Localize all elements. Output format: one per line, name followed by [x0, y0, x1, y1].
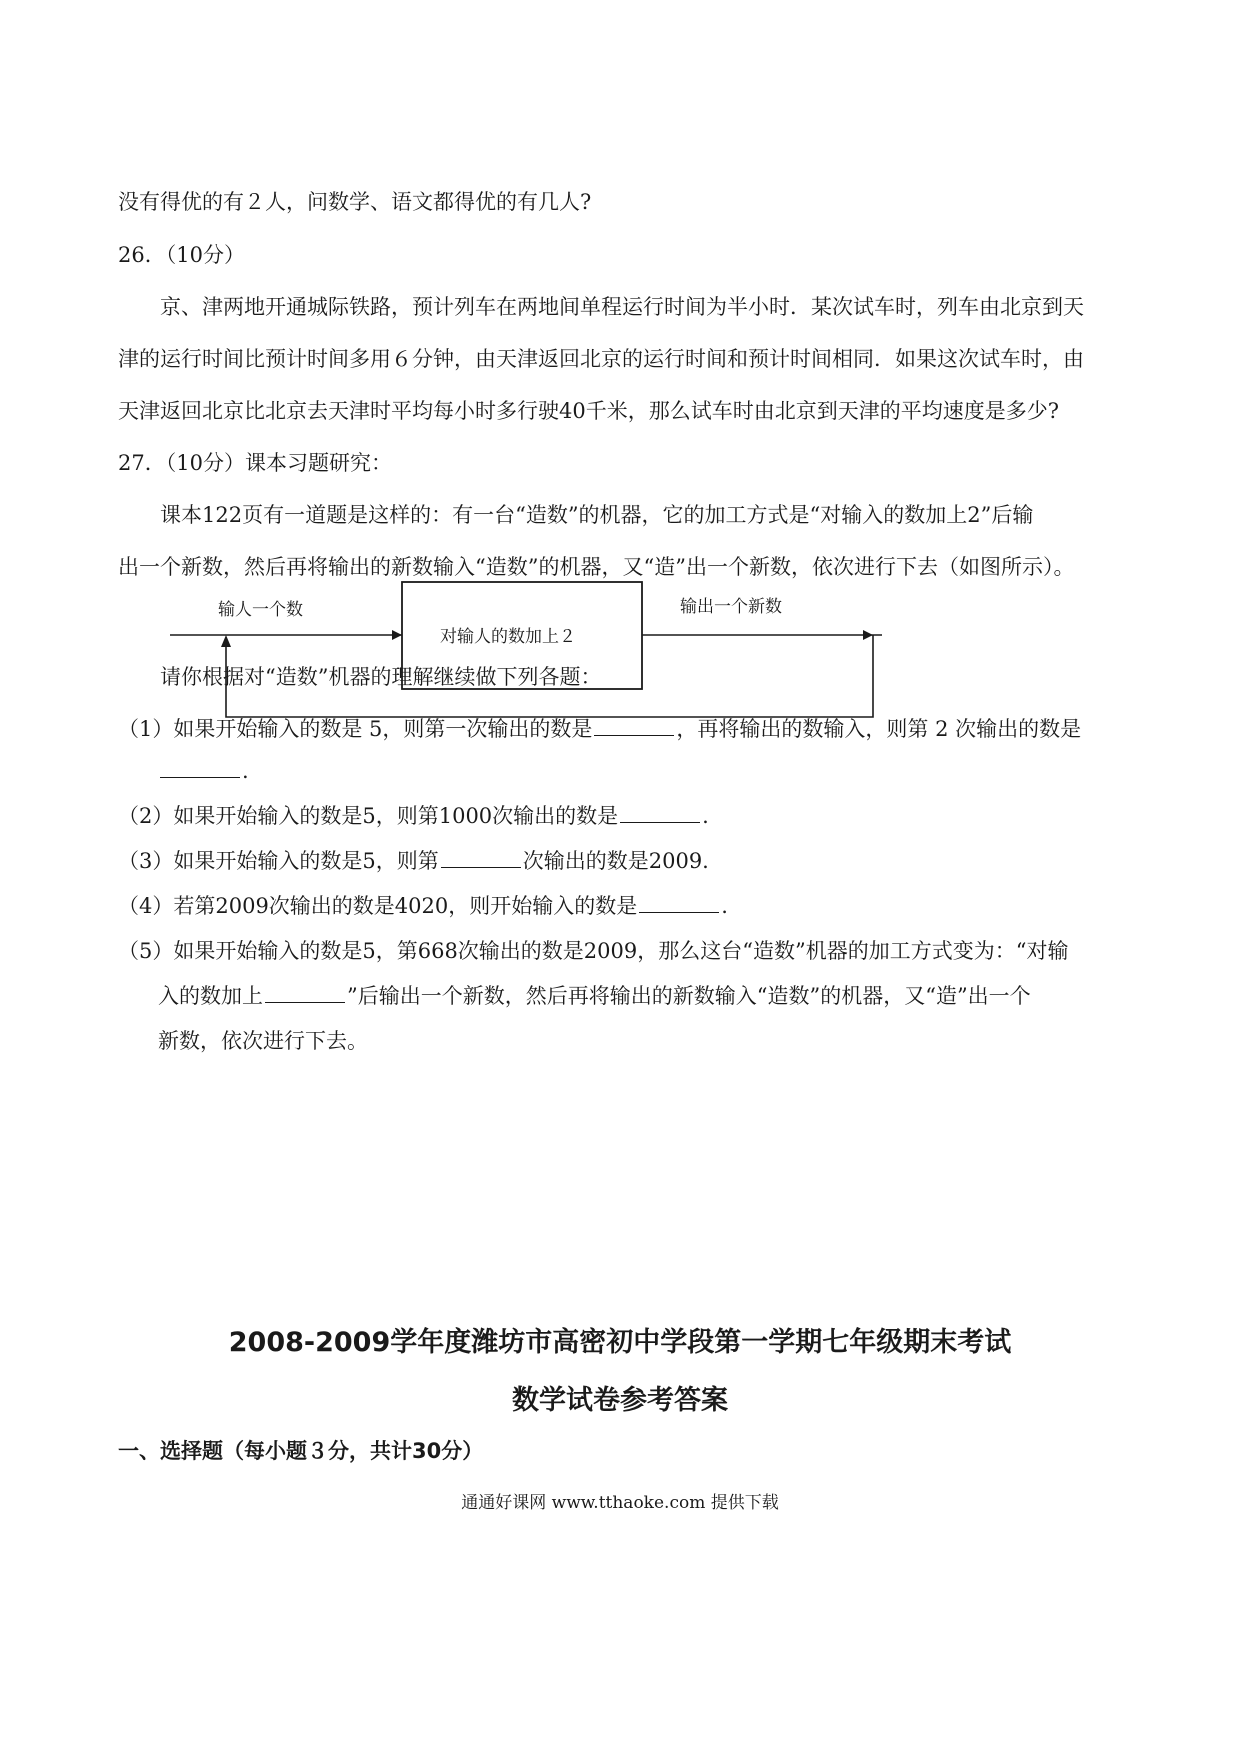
- answer-blank-1b[interactable]: [160, 757, 240, 778]
- answer-blank-2[interactable]: [620, 802, 700, 823]
- subq-3-line: [118, 847, 709, 875]
- input-label: 输人一个数: [218, 600, 303, 620]
- answer-key-title: 2008-2009学年度潍坊市高密初中学段第一学期七年级期末考试: [228, 1327, 1012, 1358]
- q26-line-3: 天津返回北京比北京去天津时平均每小时多行驶40千米，那么试车时由北京到天津的平均速度是多少?: [118, 399, 1059, 423]
- subq-5-line-2: [158, 982, 1031, 1010]
- answer-blank-1a[interactable]: [594, 715, 674, 736]
- subq-3-text-b: 次输出的数是2009.: [522, 849, 709, 873]
- q26-header: 26．（10分）: [118, 243, 245, 267]
- answer-blank-3[interactable]: [441, 847, 521, 868]
- subq-2-text-a: （2）如果开始输入的数是5，则第1000次输出的数是: [118, 804, 619, 828]
- q27-intro-line-1: 课本122页有一道题是这样的：有一台“造数”的机器，它的加工方式是“对输入的数加上2”后输: [160, 503, 1034, 527]
- output-arrowhead: [863, 630, 873, 640]
- output-label: 输出一个新数: [680, 597, 782, 617]
- feedback-arrowhead: [221, 635, 231, 647]
- subq-1-text-c: .: [242, 759, 249, 783]
- subq-2-text-b: .: [702, 804, 709, 828]
- page-footer: 通通好课网 www.tthaoke.com 提供下载: [461, 1493, 779, 1513]
- number-machine-diagram: [170, 575, 900, 730]
- subq-2-line: [118, 802, 709, 830]
- subq-5-line-1: （5）如果开始输入的数是5，第668次输出的数是2009，那么这台“造数”机器的加工方式变为：“对输: [118, 939, 1069, 963]
- q27-intro-line-2: 出一个新数，然后再将输出的新数输入“造数”的机器，又“造”出一个新数，依次进行下去（如图所示）。: [118, 555, 1075, 579]
- subq-1-text-b: ，再将输出的数输入，则第 2 次输出的数是: [676, 717, 1082, 741]
- box-label: 对输人的数加上２: [440, 627, 576, 647]
- subq-4-text-a: （4）若第2009次输出的数是4020，则开始输入的数是: [118, 894, 638, 918]
- q27-header: 27．（10分）课本习题研究：: [118, 451, 392, 475]
- subq-5-text-c: ”后输出一个新数，然后再将输出的新数输入“造数”的机器，又“造”出一个: [347, 984, 1031, 1008]
- q26-line-2: 津的运行时间比预计时间多用６分钟，由天津返回北京的运行时间和预计时间相同．如果这次试车时，由: [118, 347, 1084, 371]
- q25-tail-text: 没有得优的有２人，问数学、语文都得优的有几人?: [118, 190, 592, 214]
- subq-5-text-b: 入的数加上: [158, 984, 263, 1008]
- input-arrowhead: [392, 630, 402, 640]
- subq-1-line-2: [158, 757, 249, 785]
- answer-blank-5[interactable]: [265, 982, 345, 1003]
- subq-3-text-a: （3）如果开始输入的数是5，则第: [118, 849, 439, 873]
- q26-line-1: 京、津两地开通城际铁路，预计列车在两地间单程运行时间为半小时．某次试车时，列车由北京到天: [160, 295, 1084, 319]
- q27-prompt: 请你根据对“造数”机器的理解继续做下列各题：: [160, 665, 602, 689]
- subq-5-line-3: 新数，依次进行下去。: [158, 1029, 368, 1053]
- section-1-heading: 一、选择题（每小题３分，共计30分）: [118, 1439, 484, 1463]
- subq-4-text-b: .: [721, 894, 728, 918]
- answer-key-subtitle: 数学试卷参考答案: [512, 1385, 728, 1416]
- answer-blank-4[interactable]: [639, 892, 719, 913]
- subq-1-line-1: [118, 715, 1081, 743]
- subq-4-line: [118, 892, 728, 920]
- subq-1-text-a: （1）如果开始输入的数是 5，则第一次输出的数是: [118, 717, 593, 741]
